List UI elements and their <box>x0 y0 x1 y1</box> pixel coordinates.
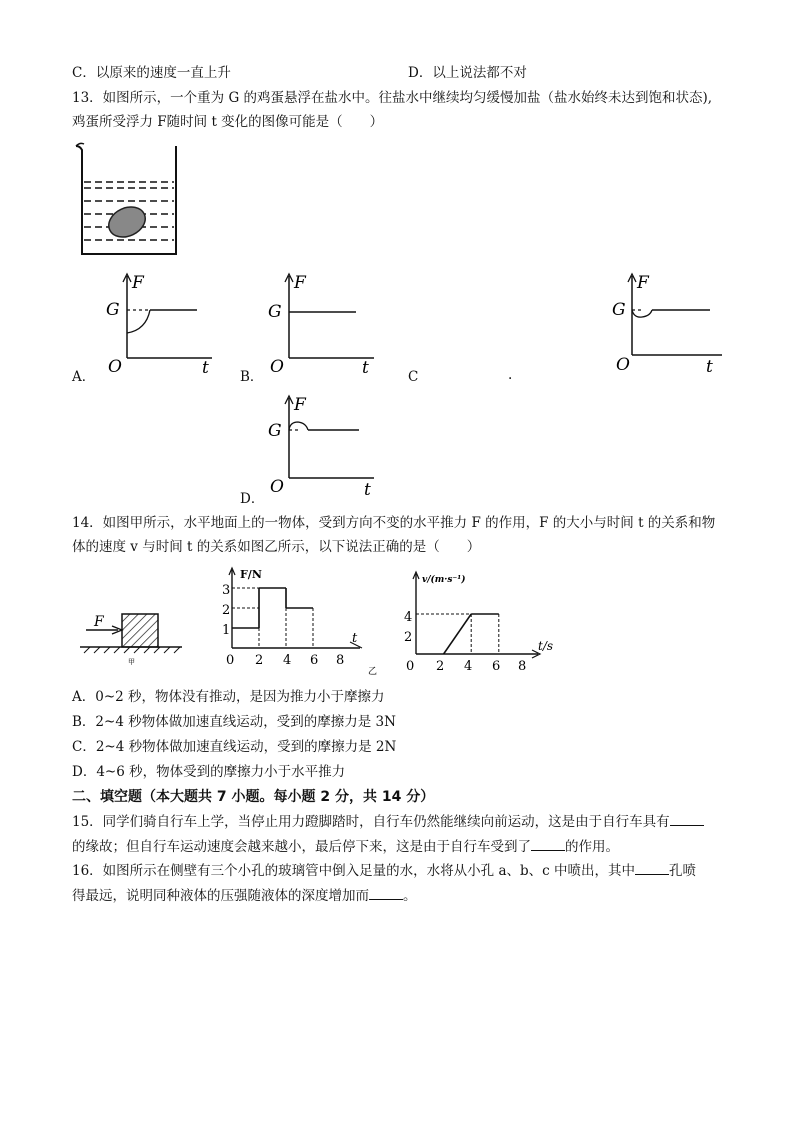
x-tick-8: 8 <box>518 659 527 674</box>
x-tick-6: 6 <box>492 659 501 674</box>
q16-line1 <box>72 862 696 880</box>
q14-option-d: D．4~6 秒，物体受到的摩擦力小于水平推力 <box>72 764 346 780</box>
q14-stem-line2: 体的速度 v 与时间 t 的关系如图乙所示，以下说法正确的是（ ） <box>72 539 481 555</box>
origin-label: O <box>616 355 630 375</box>
origin-label: O <box>270 477 284 497</box>
y-tick-1: 1 <box>222 623 231 638</box>
q16-blank-1[interactable] <box>635 862 669 875</box>
y-tick-2: 2 <box>222 603 231 618</box>
block <box>122 614 158 647</box>
x-tick-4: 4 <box>464 659 473 674</box>
fig-jia-block <box>78 606 188 666</box>
g-label: G <box>268 302 282 322</box>
q13-graph-d <box>264 392 384 502</box>
q12-option-c: C．以原来的速度一直上升 <box>72 65 231 81</box>
x-tick-4: 4 <box>283 653 292 668</box>
x-tick-0: 0 <box>226 653 235 668</box>
q16-blank-2[interactable] <box>369 887 403 900</box>
x-tick-6: 6 <box>310 653 319 668</box>
q13-option-a: A． <box>72 369 96 385</box>
section-2-heading: 二、填空题（本大题共 7 小题。每小题 2 分，共 14 分） <box>72 789 435 805</box>
q15-blank-1[interactable] <box>670 813 704 826</box>
q15-blank-2[interactable] <box>531 838 565 851</box>
y-tick-3: 3 <box>222 583 231 598</box>
f-axis-label: F <box>132 273 144 293</box>
fig-jia-caption: 甲 <box>128 658 135 666</box>
v-axis-label: v/(m·s⁻¹) <box>422 575 466 585</box>
t-axis-label: t <box>352 631 358 646</box>
fig-yi-caption: 乙 <box>368 667 378 677</box>
f-axis-label: F <box>294 395 306 415</box>
fig-f-t-graph <box>220 562 385 677</box>
q16-text-part3: 得最远，说明同种液体的压强随液体的深度增加而 <box>72 888 369 904</box>
q13-graph-a <box>102 270 222 380</box>
f-axis-label: F/N <box>240 568 262 581</box>
q14-option-b: B．2~4 秒物体做加速直线运动，受到的摩擦力是 3N <box>72 714 396 730</box>
t-axis-label: t <box>706 357 713 377</box>
q13-graph-b <box>264 270 384 380</box>
x-tick-2: 2 <box>255 653 264 668</box>
egg <box>104 201 150 242</box>
q13-stem-line1: 13．如图所示，一个重为 G 的鸡蛋悬浮在盐水中。往盐水中继续均匀缓慢加盐（盐水始终未达到饱和状态), <box>72 90 713 106</box>
q16-line2 <box>72 887 417 905</box>
q14-option-a: A．0~2 秒，物体没有推动，是因为推力小于摩擦力 <box>72 689 385 705</box>
q16-text-part4: 。 <box>403 888 417 904</box>
q15-line1 <box>72 813 704 831</box>
force-label: F <box>94 614 104 630</box>
q13-option-c-dot: . <box>508 367 513 383</box>
x-tick-2: 2 <box>436 659 445 674</box>
velocity-segment <box>444 614 472 654</box>
fig-v-t-graph <box>400 568 570 678</box>
origin-label: O <box>270 357 284 377</box>
q13-option-b: B． <box>240 369 264 385</box>
q13-graph-c <box>610 270 735 380</box>
f-axis-label: F <box>637 273 649 293</box>
q16-text-part1: 16．如图所示在侧壁有三个小孔的玻璃管中倒入足量的水，水将从小孔 a、b、c 中喷出，其中 <box>72 863 636 879</box>
q15-text-part2: 的缘故；但自行车运动速度会越来越小，最后停下来，这是由于自行车受到了 <box>72 839 531 855</box>
q14-stem-line1: 14．如图甲所示，水平地面上的一物体，受到方向不变的水平推力 F 的作用，F 的大小与时间 t 的关系和物 <box>72 515 716 531</box>
beaker-egg-figure <box>72 138 182 262</box>
q15-line2 <box>72 838 619 856</box>
y-tick-2: 2 <box>404 630 413 645</box>
q16-text-part2: 孔喷 <box>669 863 697 879</box>
g-label: G <box>612 300 626 320</box>
f-axis-label: F <box>294 273 306 293</box>
q15-text-part3: 的作用。 <box>565 839 619 855</box>
q12-option-d: D．以上说法都不对 <box>408 65 527 81</box>
t-axis-label: t <box>202 358 209 378</box>
t-axis-label: t <box>364 480 371 500</box>
t-axis-label: t/s <box>538 639 554 653</box>
q13-option-c: C <box>408 369 419 385</box>
x-tick-8: 8 <box>336 653 345 668</box>
x-tick-0: 0 <box>406 659 415 674</box>
q13-option-d: D． <box>240 491 265 507</box>
g-label: G <box>106 300 120 320</box>
q13-stem-line2: 鸡蛋所受浮力 F随时间 t 变化的图像可能是（ ） <box>72 114 384 130</box>
t-axis-label: t <box>362 358 369 378</box>
q14-option-c: C．2~4 秒物体做加速直线运动，受到的摩擦力是 2N <box>72 739 397 755</box>
q15-text-part1: 15．同学们骑自行车上学，当停止用力蹬脚踏时，自行车仍然能继续向前运动，这是由于自行车具有 <box>72 814 670 830</box>
origin-label: O <box>108 357 122 377</box>
g-label: G <box>268 421 282 441</box>
y-tick-4: 4 <box>404 610 413 625</box>
